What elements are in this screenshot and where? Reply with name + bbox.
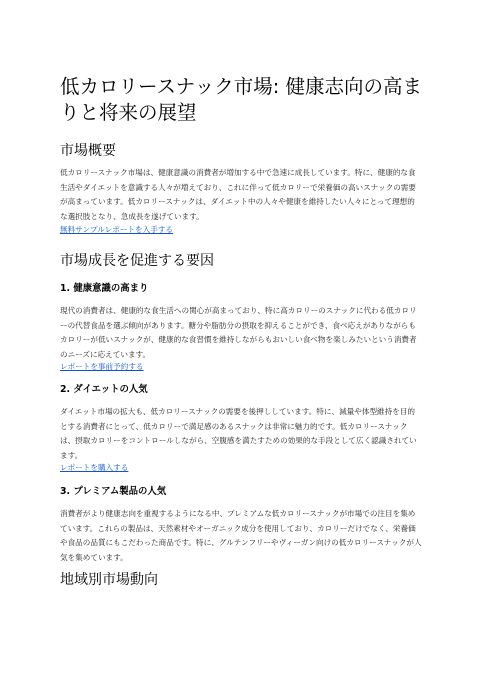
factor-heading-diet-popularity: 2. ダイエットの人気	[60, 384, 148, 395]
section-heading-regional-trends: 地域別市場動向	[60, 572, 158, 588]
overview-paragraph: 低カロリースナック市場は、健康意識の消費者が増加する中で急速に成長しています。特に、健康的な食生活やダイエットを意識する人々が増えており、これに伴って低カロリーで栄養価の高いスナックの需要が高まっています。低カロリースナックは、ダイエット中の人々や健康を維持したい人々にとって理想的な選択肢となり、急成長を遂げています。	[60, 168, 416, 221]
buy-report-link[interactable]: レポートを購入する	[60, 463, 129, 472]
factor-heading-premium-products: 3. プレミアム製品の人気	[60, 486, 167, 497]
free-sample-report-link[interactable]: 無料サンプルレポートを入手する	[60, 225, 174, 234]
document-title: 低カロリースナック市場: 健康志向の高まりと将来の展望	[60, 75, 423, 124]
factor-paragraph-health-awareness: 現代の消費者は、健康的な食生活への関心が高まっており、特に高カロリーのスナックに代わる低カロリーの代替食品を選ぶ傾向があります。糖分や脂肪分の摂取を抑えることができ、食べ応えがありながらもカロリーが低いスナックが、健康的な食習慣を維持しながらもおいしい食べ物を楽しみたいという消費者のニーズに応えています。	[60, 306, 417, 359]
factor-paragraph-premium-products: 消費者がより健康志向を重視するようになる中、プレミアムな低カロリースナックが市場での注目を集めています。これらの製品は、天然素材やオーガニック成分を使用しており、カロリーだけでなく、栄養価や食品の品質にもこだわった商品です。特に、グルテンフリーやヴィーガン向けの低カロリースナックが人気を集めています。	[60, 509, 422, 562]
factor-paragraph-diet-popularity: ダイエット市場の拡大も、低カロリースナックの需要を後押ししています。特に、減量や体型維持を目的とする消費者にとって、低カロリーで満足感のあるスナックは非常に魅力的です。低カロリースナックは、摂取カロリーをコントロールしながら、空腹感を満たすための効果的な手段として広く認識されています。	[60, 407, 417, 460]
factor-heading-health-awareness: 1. 健康意識の高まり	[60, 283, 149, 294]
section-heading-growth-factors: 市場成長を促進する要因	[60, 253, 214, 269]
section-heading-overview: 市場概要	[60, 143, 116, 159]
pre-order-report-link[interactable]: レポートを事前予約する	[60, 362, 144, 371]
